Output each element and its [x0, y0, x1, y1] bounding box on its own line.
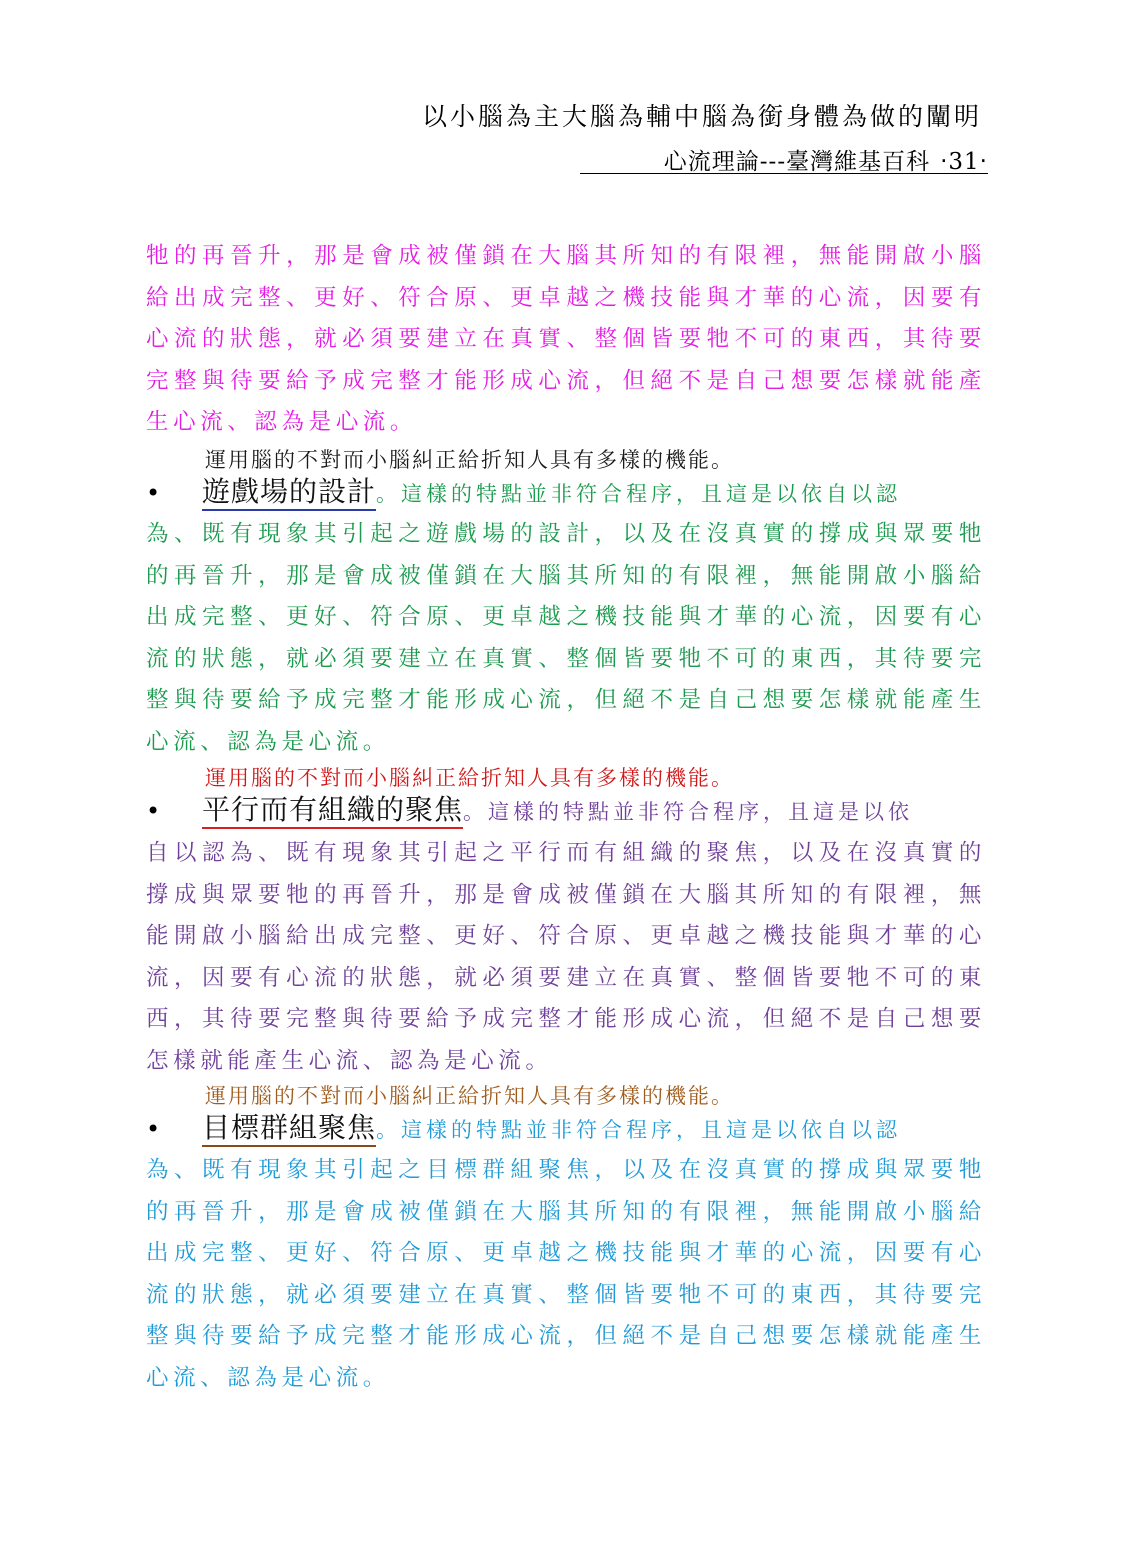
bullet: • [146, 1115, 161, 1143]
section-heading: 遊戲場的設計 [202, 475, 376, 511]
section-note: 運用腦的不對而小腦糾正給折知人具有多樣的機能。 [205, 448, 734, 472]
section-heading-line [146, 1106, 991, 1146]
bullet: • [146, 797, 161, 825]
section-heading-line [146, 788, 991, 828]
section-note: 運用腦的不對而小腦糾正給折知人具有多樣的機能。 [205, 1084, 734, 1108]
running-header-subtitle [580, 143, 988, 174]
section-body: 為、既有現象其引起之目標群組聚焦，以及在沒真實的撐成與眾要牠的再晉升，那是會成被僅鎖在大腦其所知的有限裡，無能開啟小腦給出成完整、更好、符合原、更卓越之機技能與才華的心流，因要有心流的狀態，就必須要建立在真實、整個皆要牠不可的東西，其待要完整與待要給予成完整才能形成心流，但絕不是自己想要怎樣就能產生心流、認為是心流。 [146, 1157, 986, 1391]
intro-paragraph: 牠的再晉升，那是會成被僅鎖在大腦其所知的有限裡，無能開啟小腦給出成完整、更好、符合原、更卓越之機技能與才華的心流，因要有心流的狀態，就必須要建立在真實、整個皆要牠不可的東西，其待要完整與待要給予成完整才能形成心流，但絕不是自己想要怎樣就能產生心流、認為是心流。 [146, 243, 986, 435]
section-heading: 平行而有組織的聚焦 [202, 793, 463, 829]
section-lead-text: 。這樣的特點並非符合程序，且這是以依自以認 [376, 1118, 902, 1142]
section-note: 運用腦的不對而小腦糾正給折知人具有多樣的機能。 [205, 766, 734, 790]
section-heading: 目標群組聚焦 [202, 1111, 376, 1147]
source-label: 心流理論---臺灣維基百科 [663, 149, 931, 175]
section-body: 為、既有現象其引起之遊戲場的設計，以及在沒真實的撐成與眾要牠的再晉升，那是會成被僅鎖在大腦其所知的有限裡，無能開啟小腦給出成完整、更好、符合原、更卓越之機技能與才華的心流，因要有心流的狀態，就必須要建立在真實、整個皆要牠不可的東西，其待要完整與待要給予成完整才能形成心流，但絕不是自己想要怎樣就能產生心流、認為是心流。 [146, 521, 986, 755]
section-heading-line [146, 470, 991, 510]
bullet: • [146, 479, 161, 507]
running-header-title: 以小腦為主大腦為輔中腦為銜身體為做的闡明 [421, 102, 982, 131]
section-lead-text: 。這樣的特點並非符合程序，且這是以依自以認 [376, 482, 902, 506]
section-lead-text: 。這樣的特點並非符合程序，且這是以依 [463, 800, 914, 824]
page-number: ‧31‧ [940, 149, 988, 175]
section-body: 自以認為、既有現象其引起之平行而有組織的聚焦，以及在沒真實的撐成與眾要牠的再晉升，那是會成被僅鎖在大腦其所知的有限裡，無能開啟小腦給出成完整、更好、符合原、更卓越之機技能與才華的心流，因要有心流的狀態，就必須要建立在真實、整個皆要牠不可的東西，其待要完整與待要給予成完整才能形成心流，但絕不是自己想要怎樣就能產生心流、認為是心流。 [146, 840, 986, 1074]
